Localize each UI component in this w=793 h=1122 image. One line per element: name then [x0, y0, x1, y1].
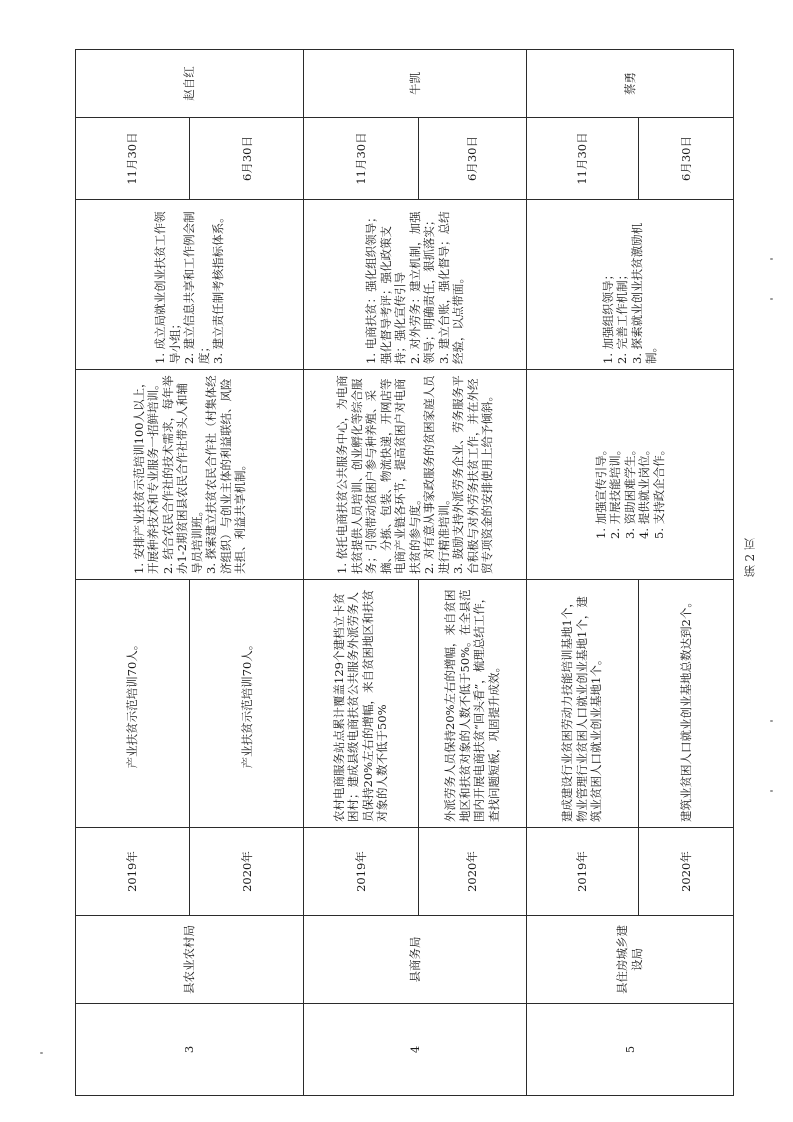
- page-number: 第 2 页: [743, 538, 757, 578]
- year-cell: 2019年: [304, 828, 418, 916]
- list-item: 5. 支持政企合作。: [651, 443, 666, 539]
- list-item: 2. 建立信息共享和工作例会制度；: [182, 211, 211, 364]
- table-row: [526, 50, 638, 1096]
- ensure-cell: [526, 200, 733, 370]
- task-table: [75, 49, 734, 1096]
- list-item: 3. 探索就业创业扶贫激励机制。: [629, 222, 659, 364]
- goal-cell: 外派劳务人员保持20%左右的增幅，来自贫困地区和扶贫对象的人数不低于50%。在全县范围内开展电商扶贫“回头看”，梳理总结工作，查找问题短板，巩固提升成效。: [418, 580, 526, 828]
- measures-cell: [526, 370, 733, 580]
- list-item: 3. 资助困难学生。: [622, 443, 637, 539]
- deadline-cell: 6月30日: [638, 118, 733, 200]
- list-item: 3. 探索建立扶贫农民合作社（村集体经济组织）与创业主体的利益联结、风险共担、利益共享机制。: [204, 375, 248, 574]
- measures-list: [594, 375, 667, 539]
- goal-cell: 建成建设行业贫困劳动力技能培训基地1个，物业管理行业贫困人口就业创业基地1个，建筑业贫困人口就业创业基地1个。: [526, 580, 638, 828]
- year-cell: 2019年: [76, 828, 190, 916]
- measures-list: [132, 375, 248, 574]
- row-index: 3: [76, 1004, 304, 1096]
- deadline-cell: 6月30日: [190, 118, 304, 200]
- scan-speck: [770, 720, 773, 722]
- table-row: [304, 50, 418, 1096]
- ensure-list: [364, 205, 466, 364]
- year-cell: 2020年: [638, 828, 733, 916]
- table-row: [76, 50, 190, 1096]
- scan-speck: [40, 1052, 43, 1054]
- list-item: 3. 鼓励支持外派劳务企业、劳务服务平台积极与对外劳务扶贫工作，并在外经贸专项资金的安排使用上给予倾斜。: [451, 375, 495, 574]
- list-item: 1. 依托电商扶贫公共服务中心，为电商扶贫提供人员培训、创业孵化等综合服务；引领带动贫困户参与种养殖、采摘、分拣、包装、物流快递，开网店等电商产业链各环节，提高贫困户对电商扶贫的参与度。: [335, 375, 422, 574]
- list-item: 1. 电商扶贫：强化组织领导；强化督导考评；强化政策支持；强化宣传引导: [364, 211, 408, 364]
- list-item: 2. 结合农民合作社的技术需求，每年举办1-2期贫困县农民合作社带头人和辅导员培训班。: [160, 375, 204, 574]
- measures-cell: [76, 370, 304, 580]
- list-item: 3. 建立台账，强化督导；总结经验，以点带面。: [436, 211, 466, 364]
- scan-speck: [770, 790, 773, 792]
- list-item: 2. 开展技能培训。: [608, 443, 623, 539]
- department-cell: 县商务局: [304, 916, 526, 1004]
- list-item: 1. 加强组织领导；: [600, 268, 615, 364]
- list-item: 2. 完善工作机制；: [615, 268, 630, 364]
- measures-list: [335, 375, 495, 574]
- goal-cell: 建筑业贫困人口就业创业基地总数达到2个。: [638, 580, 733, 828]
- deadline-cell: 11月30日: [304, 118, 418, 200]
- list-item: 2. 对外劳务：建立机制，加强领导；明确责任，狠抓落实；: [407, 211, 437, 364]
- goal-cell: 农村电商服务站点累计覆盖129个建档立卡贫困村；建成县级电商扶贫公共服务外派劳务人员保持20%左右的增幅，来自贫困地区和扶贫对象的人数不低于50%: [304, 580, 418, 828]
- list-item: 3. 建立责任制考核指标体系。: [211, 211, 226, 364]
- department-cell: 县农业农村局: [76, 916, 304, 1004]
- deadline-cell: 11月30日: [526, 118, 638, 200]
- rotated-table-page: [75, 50, 734, 1096]
- measures-cell: [304, 370, 526, 580]
- year-cell: 2020年: [418, 828, 526, 916]
- year-cell: 2019年: [526, 828, 638, 916]
- goal-cell: 产业扶贫示范培训70人。: [76, 580, 190, 828]
- deadline-cell: 11月30日: [76, 118, 190, 200]
- owner-cell: 蔡勇: [526, 50, 733, 118]
- owner-cell: 赵自红: [76, 50, 304, 118]
- deadline-cell: 6月30日: [418, 118, 526, 200]
- row-index: 5: [526, 1004, 733, 1096]
- list-item: 2. 对有意从事家政服务的贫困家庭人员进行精准培训。: [422, 375, 451, 574]
- list-item: 1. 安排产业扶贫示范培训100人以上，开展种养技术和专业服务一招鲜培训。: [131, 376, 161, 574]
- list-item: 1. 成立局就业创业扶贫工作领导小组；: [153, 211, 182, 364]
- row-index: 4: [304, 1004, 526, 1096]
- scan-speck: [770, 258, 773, 260]
- department-cell: 县住房城乡建设局: [526, 916, 733, 1004]
- goal-cell: 产业扶贫示范培训70人。: [190, 580, 304, 828]
- ensure-cell: [76, 200, 304, 370]
- ensure-list: [153, 205, 226, 364]
- ensure-list: [601, 205, 659, 364]
- year-cell: 2020年: [190, 828, 304, 916]
- scan-speck: [770, 298, 773, 300]
- list-item: 4. 提供就业岗位。: [637, 443, 652, 539]
- owner-cell: 牛凯: [304, 50, 526, 118]
- ensure-cell: [304, 200, 526, 370]
- list-item: 1. 加强宣传引导。: [593, 443, 608, 539]
